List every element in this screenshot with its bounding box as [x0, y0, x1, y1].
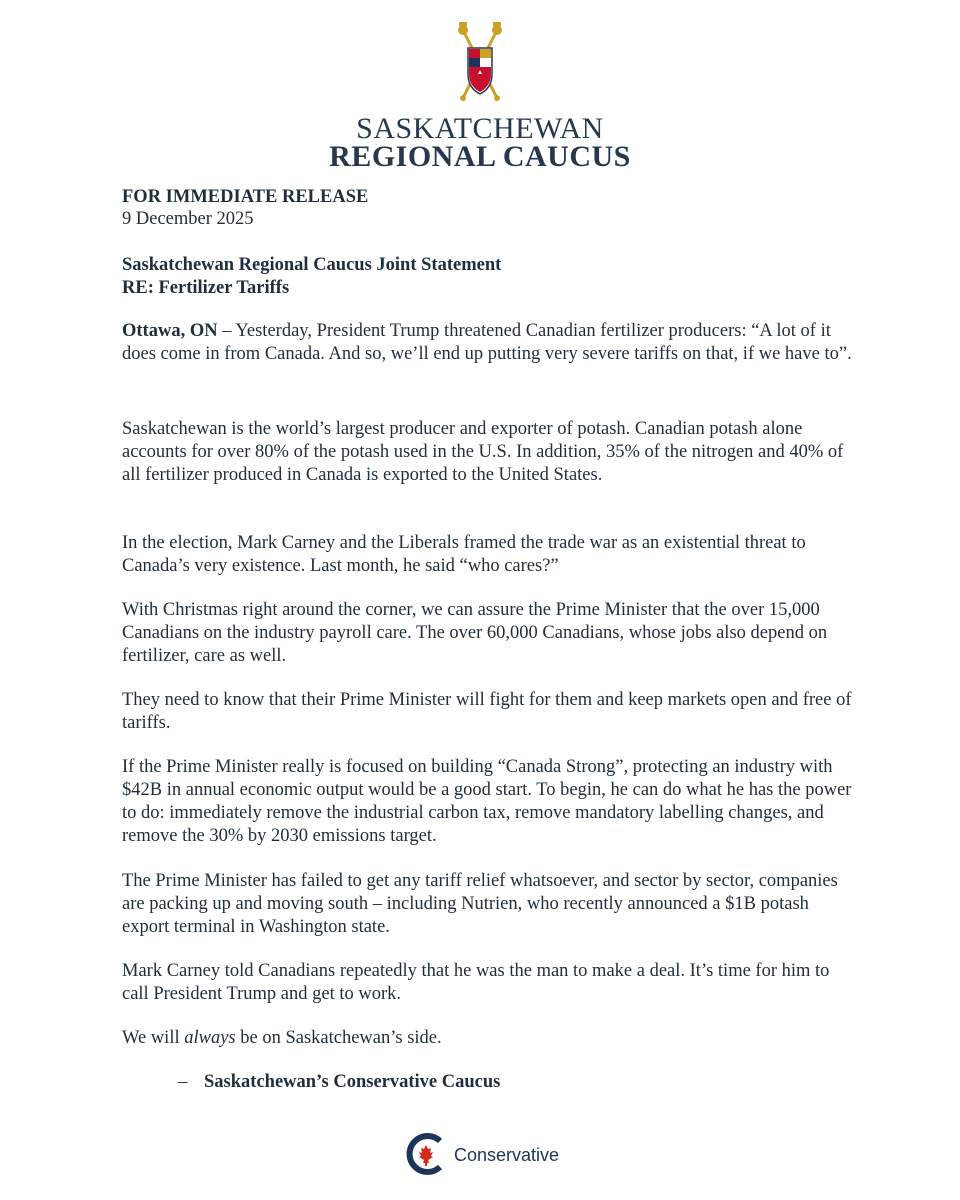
masthead-line-1: SASKATCHEWAN: [356, 112, 604, 145]
paragraph-1: [122, 320, 852, 366]
signature: [178, 1072, 500, 1093]
signature-dash: –: [178, 1072, 188, 1092]
paragraph-3: In the election, Mark Carney and the Liberals framed the trade war as an existential threat to Canada’s very existence. Last month, he said “who cares?”: [122, 533, 806, 576]
paragraph-9-after: be on Saskatchewan’s side.: [235, 1028, 442, 1048]
paragraph-9: [122, 1027, 852, 1050]
paragraph-7: The Prime Minister has failed to get any tariff relief whatsoever, and sector by sector, companies are packing up and moving south – including Nutrien, who recently announced a $1B potash export terminal in Washington state.: [122, 871, 838, 937]
paragraph-2: Saskatchewan is the world’s largest producer and exporter of potash. Canadian potash alone accounts for over 80% of the potash used in the U.S. In addition, 35% of the nitrogen and 40% of all fertilizer produced in Canada is exported to the United States.: [122, 419, 844, 485]
paragraph-9-before: We will: [122, 1028, 185, 1048]
conservative-c-maple-leaf-icon: [404, 1132, 448, 1176]
statement-subject: RE: Fertilizer Tariffs: [122, 278, 290, 298]
conservative-wordmark: Conservative: [454, 1145, 560, 1165]
paragraph-5: They need to know that their Prime Minister will fight for them and keep markets open and free of tariffs.: [122, 690, 852, 733]
paragraph-8: Mark Carney told Canadians repeatedly that he was the man to make a deal. It’s time for him to call President Trump and get to work.: [122, 961, 830, 1004]
dateline: Ottawa, ON: [122, 321, 218, 341]
release-date: 9 December 2025: [122, 209, 254, 229]
masthead-line-2: REGIONAL CAUCUS: [329, 140, 631, 173]
paragraph-9-emphasis: always: [184, 1028, 236, 1048]
conservative-logo: [404, 1132, 564, 1182]
paragraph-6: If the Prime Minister really is focused on building “Canada Strong”, protecting an industry with $42B in annual economic output would be a good start. To begin, he can do what he has the power to do: immediately remove the industrial carbon tax, remove mandatory labelling changes, and remove the 30% by 2030 emissions target.: [122, 757, 852, 846]
release-label: FOR IMMEDIATE RELEASE: [122, 187, 369, 207]
paragraph-4: With Christmas right around the corner, we can assure the Prime Minister that the over 15,000 Canadians on the industry payroll care. The over 60,000 Canadians, whose jobs also depend on fertilizer, care as well.: [122, 600, 828, 666]
paragraph-1-text: – Yesterday, President Trump threatened Canadian fertilizer producers: “A lot of it does come in from Canada. And so, we’ll end up putting very severe tariffs on that, if we have to”.: [122, 321, 852, 364]
statement-title: Saskatchewan Regional Caucus Joint Statement: [122, 255, 502, 275]
signature-name: Saskatchewan’s Conservative Caucus: [204, 1072, 501, 1092]
house-of-commons-crest-icon: [455, 22, 505, 104]
